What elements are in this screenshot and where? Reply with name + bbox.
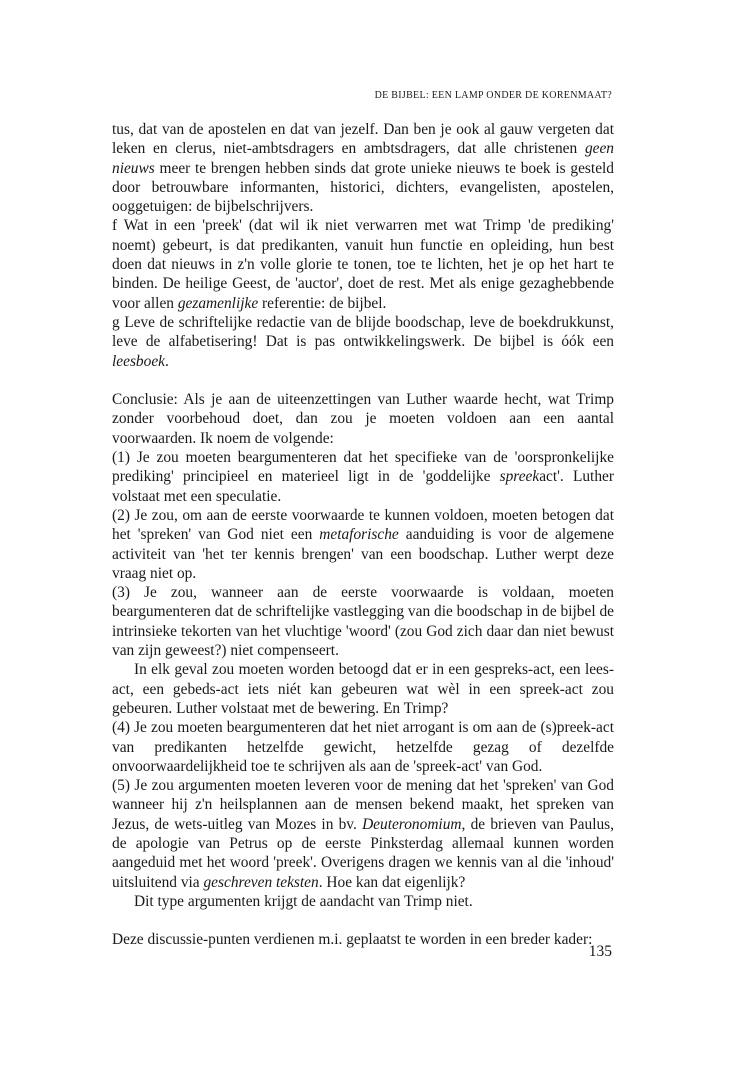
text-run: tus, dat van de apostelen en dat van jezelf. Dan ben je ook al gauw vergeten dat leken en clerus, niet-ambtsdragers en ambtsdragers, dat alle christenen (112, 121, 614, 158)
text-run: In elk geval zou moeten worden betoogd dat er in een gespreks-act, een lees-act, een gebeds-act iets niét kan gebeuren wat wèl in een spreek-act zou gebeuren. Luther volstaat met de bewering. En Trimp? (112, 661, 614, 717)
text-run: g Leve de schriftelijke redactie van de blijde boodschap, leve de boekdrukkunst, leve de alfabetisering! Dat is pas ontwikkelingswerk. De bijbel is óók een (112, 313, 614, 351)
text-run: (5) Je zou argumenten moeten leveren voor de mening dat het 'spreken' van God wanneer hij z'n heilsplannen aan de mensen bekend maakt, het spreken van Jezus, de wets-uitleg van Mozes in bv. (112, 777, 614, 833)
italic-run: Deuteronomium (362, 815, 462, 833)
text-run: Conclusie: Als je aan de uiteenzettingen van Luther waarde hecht, wat Trimp zonder voorbehoud doet, dan zou je moeten voldoen aan een aantal voorwaarden. Ik noem de volgende: (112, 391, 614, 447)
paragraph (112, 390, 614, 448)
text-run: (2) Je zou, om aan de eerste voorwaarde te kunnen voldoen, moeten betogen dat het 'spreken' van God niet een (112, 506, 614, 544)
italic-run: leesboek (112, 352, 165, 370)
text-run: act'. Luther volstaat met een speculatie. (112, 468, 614, 505)
text-run: (1) Je zou moeten beargumenteren dat het specifieke van de 'oorspronkelijke prediking' principieel en materieel ligt in de 'goddelijke (112, 449, 614, 486)
italic-run: geen nieuws (112, 140, 614, 177)
text-run: . Hoe kan dat eigenlijk? (318, 873, 466, 891)
text-run: (4) Je zou moeten beargumenteren dat het niet arrogant is om aan de (s)preek-act van predikanten hetzelfde gewicht, hetzelfde gezag of dezelfde onvoorwaardelijkheid toe te schrijven als aan de 'spreek-act' van God. (112, 719, 614, 775)
text-run: aanduiding is voor de algemene activiteit van 'het ter kennis brengen' van een boodschap. Luther werpt deze vraag niet op. (112, 526, 615, 582)
paragraph (112, 313, 614, 371)
text-run: , de brieven van Paulus, de apologie van Petrus op de eerste Pinksterdag allemaal kunnen worden aangeduid met het woord 'preek'. Overigens dragen we kennis van al die 'inhoud' uitsluitend via (112, 815, 615, 891)
paragraph-gap (112, 911, 614, 930)
running-header: DE BIJBEL: EEN LAMP ONDER DE KORENMAAT? (374, 90, 612, 101)
paragraph (112, 718, 614, 776)
paragraph (112, 583, 614, 660)
body-text (112, 120, 614, 950)
paragraph (112, 506, 614, 583)
text-run: Deze discussie-punten verdienen m.i. geplaatst te worden in een breder kader: (112, 931, 593, 949)
page-number: 135 (588, 943, 612, 960)
text-run: . (164, 352, 169, 370)
paragraph (112, 930, 614, 949)
paragraph (112, 120, 614, 216)
text-run: Dit type argumenten krijgt de aandacht van Trimp niet. (134, 892, 473, 910)
paragraph (112, 892, 614, 911)
text-run: referentie: de bijbel. (258, 294, 387, 312)
paragraph (112, 448, 614, 506)
text-run: (3) Je zou, wanneer aan de eerste voorwaarde is voldaan, moeten beargumenteren dat de schriftelijke vastlegging van die boodschap in de bijbel de intrinsieke tekorten van het vluchtige 'woord' (zou God zich daar dan niet bewust van zijn geweest?) niet compenseert. (112, 584, 614, 660)
italic-run: spreek (499, 468, 540, 486)
paragraph (112, 216, 614, 312)
paragraph-gap (112, 371, 614, 390)
italic-run: gezamenlijke (177, 294, 259, 312)
paragraph (112, 660, 614, 718)
paragraph (112, 776, 614, 892)
text-run: meer te brengen hebben sinds dat grote unieke nieuws te boek is gesteld door betrouwbare informanten, historici, dichters, evangelisten, apostelen, ooggetuigen: de bijbelschrijvers. (112, 159, 614, 216)
text-run: f Wat in een 'preek' (dat wil ik niet verwarren met wat Trimp 'de prediking' noemt) gebeurt, is dat predikanten, vanuit hun functie en opleiding, hun best doen dat nieuws in z'n volle glorie te tonen, toe te lichten, het je op het hart te binden. De heilige Geest, de 'auctor', doet de rest. Met als enige gezaghebbende voor allen (112, 217, 614, 312)
italic-run: geschreven teksten (203, 873, 319, 891)
italic-run: metaforische (319, 526, 399, 544)
